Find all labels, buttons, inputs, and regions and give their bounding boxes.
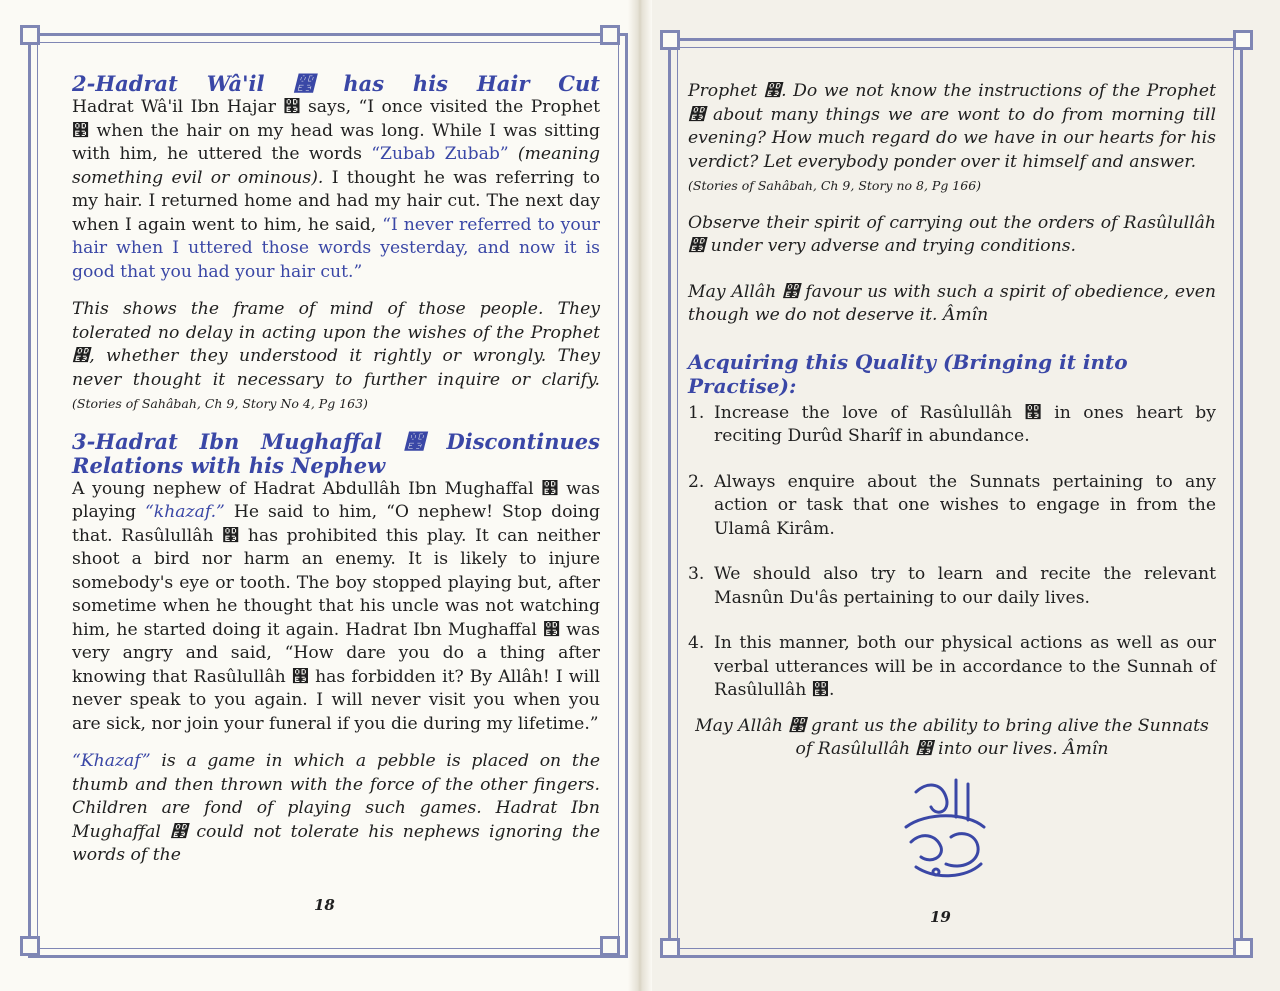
term: “khazaf.” [145,502,225,522]
list-number: 1. [688,402,705,423]
text-run: (meaning something evil or ominous). [72,144,600,188]
list-text: In this manner, both our physical actions as well as our verbal utterances will be in accordance to the Sunnah of Rasûlullâh ෣. [714,633,1216,700]
reference: (Stories of Sahâbah, Ch 9, Story no 8, Pg 166) [688,178,982,193]
list-number: 2. [688,471,705,492]
paragraph: Prophet ෣. Do we not know the instructions of the Prophet ෣ about many things we are wont to do from morning till evening? How much regard do we have in our hearts for his verdict? Let everybody ponder over it himself and answer. [688,81,1216,172]
corner-ornament [1233,938,1253,958]
text-run: This shows the frame of mind of those people. They tolerated no delay in acting upon the wishes of the Prophet ෣, whether they understood it rightly or wrongly. They never thought it necessary to further inquire or clarify. [72,299,600,390]
list-item [688,471,1216,542]
text-run: A young nephew of Hadrat Abdullâh Ibn Mughaffal ෣ was playing [72,478,600,522]
corner-ornament [600,25,620,45]
paragraph: May Allâh ෣ favour us with such a spirit of obedience, even though we do not deserve it. Âmîn [688,281,1216,325]
list-item [688,632,1216,703]
closing-dua: May Allâh ෣ grant us the ability to bring alive the Sunnats of Rasûlullâh ෣ into our lives. Âmîn [695,715,1209,759]
corner-ornament [1233,30,1253,50]
text-run: Hadrat Wâ'il Ibn Hajar ෣ says, “I once visited the Prophet ෣ when the hair on my head was long. While I was sitting with him, he uttered the words [72,97,600,164]
corner-ornament [20,25,40,45]
page-number: 18 [314,896,335,914]
text-run: I thought he was referring to my hair. I returned home and had my hair cut. The next day when I again went to him, he said, [72,167,600,235]
section-heading: 2-Hadrat Wâ'il ෣ has his Hair Cut [72,71,600,96]
text-run: is a game in which a pebble is placed on the thumb and then thrown with the force of the other fingers. Children are fond of playing such games. Hadrat Ibn Mughaffal ෣ could not tolerate his nephews ignoring the words of the [72,751,600,865]
list-item [688,563,1216,610]
left-page-content [72,72,600,868]
list-text: Increase the love of Rasûlullâh ෣ in ones heart by reciting Durûd Sharîf in abundance. [714,402,1216,446]
corner-ornament [20,936,40,956]
list-number: 3. [688,564,705,584]
paragraph [72,750,600,868]
list-text: Always enquire about the Sunnats pertaining to any action or task that one wishes to engage in from the Ulamâ Kirâm. [714,471,1216,539]
term: “Khazaf” [72,751,151,771]
list-text: We should also try to learn and recite the relevant Masnûn Du'âs pertaining to our daily lives. [714,564,1216,608]
practice-list [688,402,1216,703]
paragraph [72,96,600,284]
corner-ornament [660,938,680,958]
corner-ornament [600,936,620,956]
quote: “I never referred to your hair when I uttered those words yesterday, and now it is good that you had your hair cut.” [72,214,600,282]
corner-ornament [660,30,680,50]
paragraph [72,298,600,416]
paragraph: Observe their spirit of carrying out the orders of Rasûlullâh ෣ under very adverse and trying conditions. [688,212,1216,256]
text-run: He said to him, “O nephew! Stop doing that. Rasûlullâh ෣ has prohibited this play. It can neither shoot a bird nor harm an enemy. It is likely to injure somebody's eye or tooth. The boy stopped playing but, after sometime when he thought that his uncle was not watching him, he started doing it again. Hadrat Ibn Mughaffal ෣ was very angry and said, “How dare you do a thing after knowing that Rasûlullâh ෣ has forbidden it? By Allâh! I will never speak to you again. I will never visit you when you are sick, nor join your funeral if you die during my lifetime.” [72,502,600,734]
list-number: 4. [688,633,705,653]
reference: (Stories of Sahâbah, Ch 9, Story No 4, Pg 163) [72,396,368,411]
page-number: 19 [930,908,951,926]
section-heading: Acquiring this Quality (Bringing it into Practise): [688,349,1128,398]
calligraphy-ornament [896,772,992,882]
quote: “Zubab Zubab” [371,144,509,164]
list-item [688,402,1216,449]
paragraph [72,478,600,737]
right-page-content [688,80,1216,762]
section-heading: 3-Hadrat Ibn Mughaffal ෣ Discontinues Relations with his Nephew [72,428,600,478]
